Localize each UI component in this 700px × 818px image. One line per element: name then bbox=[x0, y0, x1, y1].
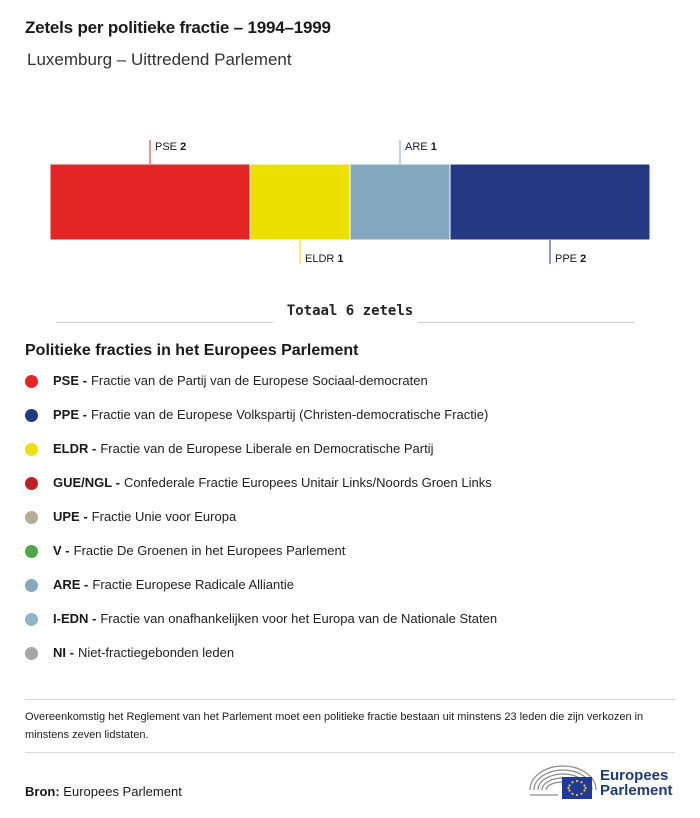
legend-item bbox=[25, 576, 497, 610]
bar-segment-ppe bbox=[450, 164, 650, 240]
logo-line-2: Parlement bbox=[600, 782, 673, 799]
european-parliament-logo bbox=[528, 762, 678, 802]
source-line bbox=[25, 784, 182, 799]
divider-top bbox=[25, 699, 675, 700]
legend-description: Niet-fractiegebonden leden bbox=[77, 645, 235, 660]
legend-description: Fractie van de Europese Liberale en Democratische Partij bbox=[100, 441, 434, 456]
legend-abbr: ELDR - bbox=[53, 441, 97, 456]
legend-abbr: I-EDN - bbox=[53, 611, 97, 626]
hemicycle-flag-icon bbox=[528, 762, 598, 802]
legend-description: Fractie van onafhankelijken voor het Europa van de Nationale Staten bbox=[100, 611, 498, 626]
legend-abbr: ARE - bbox=[53, 577, 89, 592]
logo-line-1: Europees bbox=[600, 767, 669, 784]
total-divider-left bbox=[56, 322, 273, 323]
legend-item bbox=[25, 406, 497, 440]
total-divider-right bbox=[418, 322, 634, 323]
legend-item bbox=[25, 610, 497, 644]
legend-item bbox=[25, 372, 497, 406]
source-value: Europees Parlement bbox=[63, 784, 182, 799]
footnote: Overeenkomstig het Reglement van het Parlement moet een politieke fractie bestaan uit minstens 23 leden die zijn verkozen in minstens zeven lidstaten. bbox=[25, 711, 644, 741]
legend-description: Fractie De Groenen in het Europees Parlement bbox=[73, 543, 346, 558]
legend-item bbox=[25, 508, 497, 542]
bar-segment-eldr bbox=[250, 164, 350, 240]
seat-bar-chart bbox=[0, 100, 700, 275]
source-label: Bron: bbox=[25, 784, 60, 799]
legend-dot-icon bbox=[25, 443, 38, 456]
data-label-are: ARE 1 bbox=[405, 141, 437, 153]
legend-item bbox=[25, 440, 497, 474]
legend-item bbox=[25, 542, 497, 576]
legend-dot-icon bbox=[25, 579, 38, 592]
legend-item bbox=[25, 474, 497, 508]
data-label-pse: PSE 2 bbox=[155, 141, 187, 153]
legend-dot-icon bbox=[25, 477, 38, 490]
legend-abbr: UPE - bbox=[53, 509, 88, 524]
legend-list bbox=[25, 372, 497, 678]
legend-description: Fractie Unie voor Europa bbox=[91, 509, 237, 524]
legend-dot-icon bbox=[25, 545, 38, 558]
chart-title: Zetels per politieke fractie – 1994–1999 bbox=[25, 18, 331, 37]
data-label-eldr: ELDR 1 bbox=[305, 253, 344, 265]
total-seats-label: Totaal 6 zetels bbox=[286, 303, 414, 319]
legend-dot-icon bbox=[25, 511, 38, 524]
legend-item bbox=[25, 644, 497, 678]
bar-segment-pse bbox=[50, 164, 250, 240]
legend-description: Fractie Europese Radicale Alliantie bbox=[92, 577, 294, 592]
legend-abbr: V - bbox=[53, 543, 70, 558]
legend-dot-icon bbox=[25, 613, 38, 626]
legend-abbr: NI - bbox=[53, 645, 74, 660]
legend-description: Confederale Fractie Europees Unitair Links/Noords Groen Links bbox=[123, 475, 492, 490]
legend-dot-icon bbox=[25, 375, 38, 388]
total-seats-row bbox=[0, 302, 700, 342]
legend-abbr: GUE/NGL - bbox=[53, 475, 120, 490]
divider-bottom bbox=[25, 752, 675, 753]
chart-subtitle: Luxemburg – Uittredend Parlement bbox=[27, 50, 292, 69]
legend-title: Politieke fracties in het Europees Parlement bbox=[25, 342, 359, 359]
bar-segment-are bbox=[350, 164, 450, 240]
legend-description: Fractie van de Partij van de Europese Sociaal-democraten bbox=[90, 373, 428, 388]
legend-abbr: PPE - bbox=[53, 407, 87, 422]
legend-dot-icon bbox=[25, 409, 38, 422]
data-label-ppe: PPE 2 bbox=[555, 253, 587, 265]
legend-dot-icon bbox=[25, 647, 38, 660]
legend-description: Fractie van de Europese Volkspartij (Christen-democratische Fractie) bbox=[90, 407, 489, 422]
legend-abbr: PSE - bbox=[53, 373, 87, 388]
